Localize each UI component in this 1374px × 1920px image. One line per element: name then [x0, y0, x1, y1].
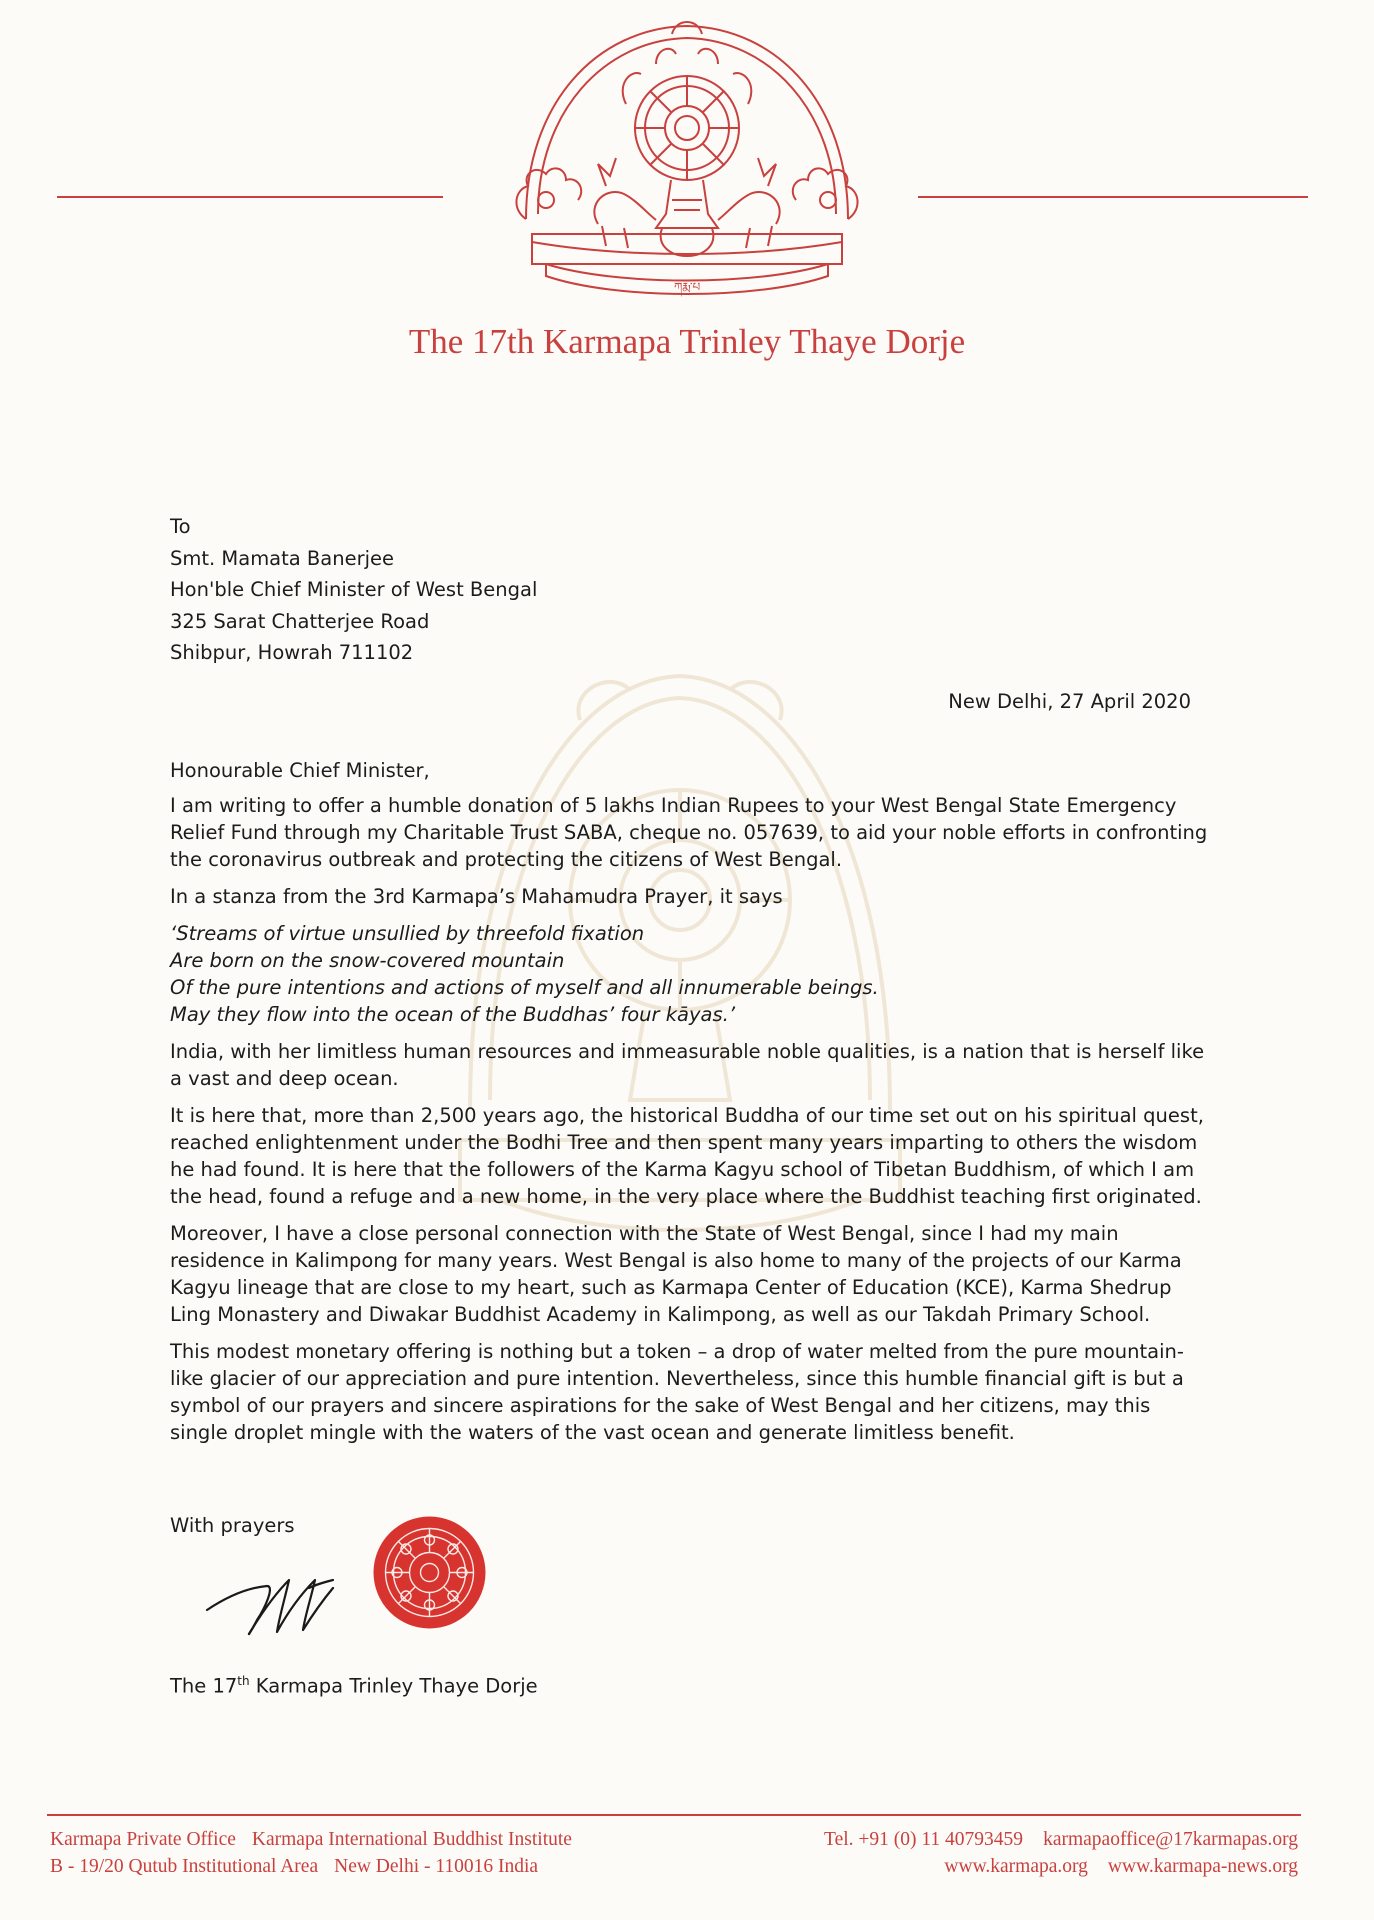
letter-body	[170, 757, 1210, 1456]
recipient-street: 325 Sarat Chatterjee Road	[170, 609, 430, 633]
signatory	[170, 1674, 538, 1698]
stanza-line: Of the pure intentions and actions of myself and all innumerable beings.	[170, 976, 879, 999]
recipient-address	[170, 511, 537, 669]
recipient-city: Shibpur, Howrah 711102	[170, 641, 414, 664]
recipient-name: Smt. Mamata Banerjee	[170, 546, 395, 570]
footer-contact	[804, 1826, 1298, 1880]
letter-date: New Delhi, 27 April 2020	[948, 690, 1191, 713]
red-seal-stamp	[372, 1515, 487, 1630]
stanza-line: ‘Streams of virtue unsullied by threefold fixation	[170, 922, 645, 945]
footer-news-website: www.karmapa-news.org	[1107, 1856, 1298, 1877]
footer-website: www.karmapa.org	[944, 1856, 1088, 1877]
paragraph-stanza-intro: In a stanza from the 3rd Karmapa’s Mahamudra Prayer, it says	[170, 885, 783, 908]
signatory-name: Karmapa Trinley Thaye Dorje	[249, 1674, 538, 1698]
footer-city: New Delhi - 110016 India	[334, 1856, 539, 1877]
paragraph-india: India, with her limitless human resources and immeasurable noble qualities, is a nation that is herself like a vast and deep ocean.	[170, 1040, 1205, 1090]
stanza-line: Are born on the snow-covered mountain	[170, 949, 565, 972]
paragraph-buddha: It is here that, more than 2,500 years ago, the historical Buddha of our time set out on his spiritual quest, reached enlightenment under the Bodhi Tree and then spent many years imparting to others the wisdom he had found. It is here that the followers of the Karma Kagyu school of Tibetan Buddhism, of which I am the head, found a refuge and a new home, in the very place where the Buddhist teaching first originated.	[170, 1104, 1204, 1208]
handwritten-signature	[205, 1558, 365, 1638]
paragraph-west-bengal: Moreover, I have a close personal connection with the State of West Bengal, since I had my main residence in Kalimpong for many years. West Bengal is also home to many of the projects of our Karma Kagyu lineage that are close to my heart, such as Karmapa Center of Education (KCE), Karma Shedrup Ling Monastery and Diwakar Buddhist Academy in Kalimpong, as well as our Takdah Primary School.	[170, 1222, 1182, 1326]
letterhead-title: The 17th Karmapa Trinley Thaye Dorje	[408, 322, 966, 361]
stanza-line: May they flow into the ocean of the Buddhas’ four kāyas.’	[170, 1003, 736, 1026]
footer-address	[50, 1826, 588, 1880]
header-rule-left	[57, 196, 443, 198]
footer-telephone: Tel. +91 (0) 11 40793459	[824, 1829, 1024, 1850]
closing: With prayers	[170, 1514, 295, 1537]
header-rule-right	[918, 196, 1308, 198]
paragraph-offering: This modest monetary offering is nothing but a token – a drop of water melted from the pure mountain-like glacier of our appreciation and pure intention. Nevertheless, since this humble financial gift is but a symbol of our prayers and sincere aspirations for the sake of West Bengal and her citizens, may this single droplet mingle with the waters of the vast ocean and generate limitless benefit.	[170, 1340, 1184, 1444]
footer-street: B - 19/20 Qutub Institutional Area	[50, 1856, 319, 1877]
signatory-prefix: The 17	[170, 1674, 238, 1698]
salutation: Honourable Chief Minister,	[170, 759, 430, 782]
karmapa-emblem-logo	[506, 14, 868, 314]
paragraph-donation: I am writing to offer a humble donation of 5 lakhs Indian Rupees to your West Bengal State Emergency Relief Fund through my Charitable Trust SABA, cheque no. 057639, to aid your noble efforts in confronting the coronavirus outbreak and protecting the citizens of West Bengal.	[170, 794, 1208, 871]
footer-office: Karmapa Private Office	[50, 1829, 236, 1850]
footer-institute: Karmapa International Buddhist Institute	[251, 1829, 572, 1850]
prayer-stanza	[170, 920, 1210, 1028]
emblem-script: ཀརྨ་པ	[673, 280, 701, 294]
footer-email: karmapaoffice@17karmapas.org	[1043, 1829, 1298, 1850]
recipient-position: Hon'ble Chief Minister of West Bengal	[170, 578, 538, 601]
signatory-ordinal: th	[237, 1674, 250, 1688]
footer-rule	[47, 1814, 1301, 1816]
address-to: To	[170, 515, 191, 538]
